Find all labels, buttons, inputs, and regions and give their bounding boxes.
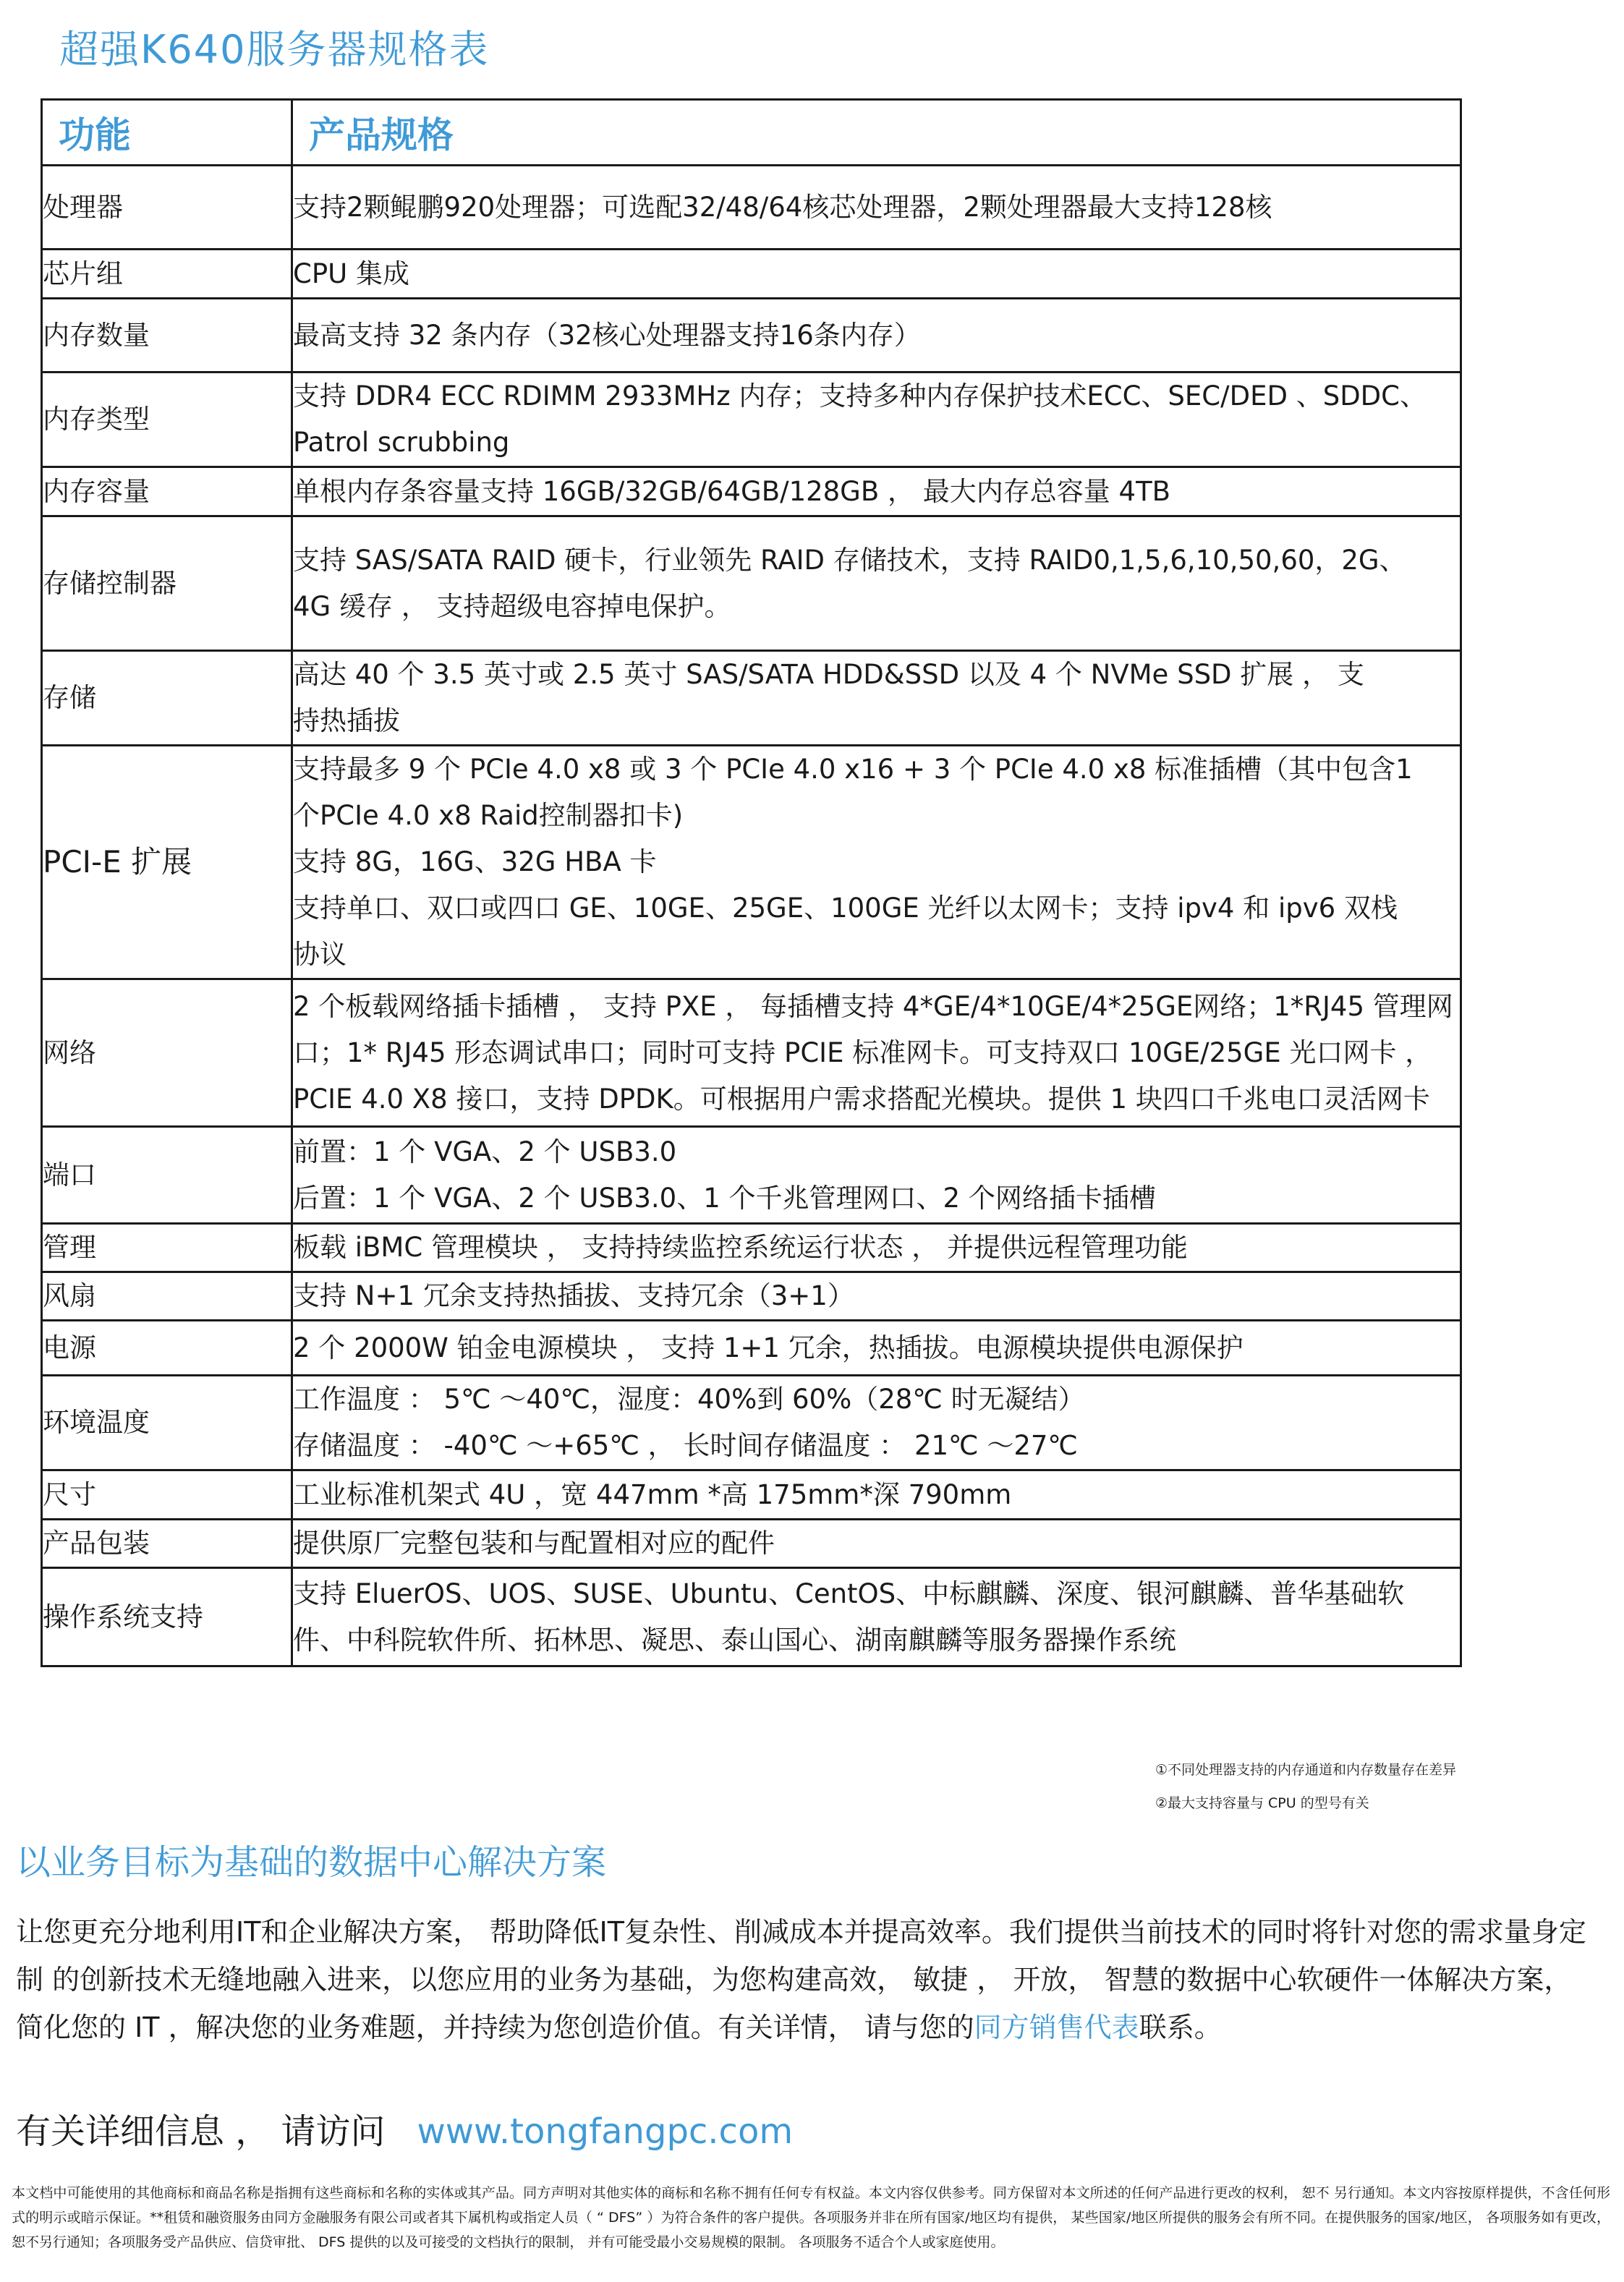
spec-table <box>41 98 1462 1667</box>
table-row <box>42 1470 1461 1520</box>
spec-cell <box>292 1470 1461 1520</box>
spec-line: 支持最多 9 个 PCIe 4.0 x8 或 3 个 PCIe 4.0 x16 + 3 个 PCIe 4.0 x8 标准插槽（其中包含1 <box>293 754 1413 785</box>
paragraph-text: 让您更充分地利用IT和企业解决方案， 帮助降低IT复杂性、削减成本并提高效率。我们提供当前技术的同时将针对您的需求量身定制 的创新技术无缝地融入进来，以您应用的业务为基础，为您构建高效， 敏捷 ， 开放， 智慧的数据中心软硬件一体解决方案， 简化您的 IT ，解决您的业务难题，并持续为您创造价值。有关详情， 请与您的 <box>16 1916 1586 2043</box>
spec-line: 工作温度 ： 5℃ ～40℃，湿度：40%到 60%（28℃ 时无凝结） <box>293 1384 1085 1415</box>
spec-line: 后置：1 个 VGA、2 个 USB3.0、1 个千兆管理网口、2 个网络插卡插槽 <box>293 1182 1156 1214</box>
spec-line: 个PCIe 4.0 x8 Raid控制器扣卡) <box>293 800 684 831</box>
spec-line: 前置：1 个 VGA、2 个 USB3.0 <box>293 1136 677 1167</box>
footnote: ②最大支持容量与 CPU 的型号有关 <box>1155 1795 1369 1811</box>
function-cell: 存储控制器 <box>42 516 292 651</box>
spec-cell <box>292 1376 1461 1470</box>
spec-cell <box>292 746 1461 979</box>
spec-cell <box>292 1321 1461 1376</box>
table-header-spec: 产品规格 <box>292 100 1461 166</box>
disclaimer: 本文档中可能使用的其他商标和商品名称是指拥有这些商标和名称的实体或其产品。同方声明对其他实体的商标和名称不拥有任何专有权益。本文内容仅供参考。同方保留对本文所述的任何产品进行更改的权利， 恕不 另行通知。本文内容按原样提供，不含任何形式的明示或暗示保证。**租赁和融资服务由同方金融服务有限公司或者其下属机构或指定人员（ “ DFS” ）为符合条件的客户提供。各项服务并非在所有国家/地区均有提供， 某些国家/地区所提供的服务会有所不同。在提供服务的国家/地区， 各项服务如有更改， 恕不另行通知；各项服务受产品供应、信贷审批、 DFS 提供的以及可接受的文档执行的限制， 并有可能受最小交易规模的限制。 各项服务不适合个人或家庭使用。 <box>12 2185 1610 2250</box>
table-row <box>42 299 1461 372</box>
spec-cell <box>292 166 1461 250</box>
spec-line: 高达 40 个 3.5 英寸或 2.5 英寸 SAS/SATA HDD&SSD 以及 4 个 NVMe SSD 扩展 ， 支 <box>293 659 1364 690</box>
paragraph-text-end: 联系。 <box>1139 2011 1222 2043</box>
spec-line: 支持2颗鲲鹏920处理器；可选配32/48/64核芯处理器，2颗处理器最大支持128核 <box>293 191 1272 223</box>
table-row <box>42 250 1461 299</box>
spec-line: 存储温度 ： -40℃ ～+65℃ ， 长时间存储温度 ： 21℃ ～27℃ <box>293 1430 1078 1461</box>
function-cell: 尺寸 <box>42 1470 292 1520</box>
function-cell: PCI-E 扩展 <box>42 746 292 979</box>
function-cell: 存储 <box>42 651 292 746</box>
table-header-row <box>42 100 1461 166</box>
spec-cell <box>292 1568 1461 1666</box>
table-row <box>42 979 1461 1127</box>
spec-line: CPU 集成 <box>293 257 409 289</box>
spec-cell <box>292 1224 1461 1272</box>
section-paragraph <box>16 1908 1607 2051</box>
function-cell: 芯片组 <box>42 250 292 299</box>
spec-line: 2 个板载网络插卡插槽 ， 支持 PXE ， 每插槽支持 4*GE/4*10GE/4*25GE网络；1*RJ45 管理网 <box>293 990 1453 1022</box>
footnote: ①不同处理器支持的内存通道和内存数量存在差异 <box>1155 1762 1456 1778</box>
function-cell: 产品包装 <box>42 1520 292 1568</box>
spec-cell <box>292 651 1461 746</box>
table-row <box>42 1321 1461 1376</box>
spec-line: 协议 <box>293 939 347 970</box>
function-cell: 风扇 <box>42 1272 292 1321</box>
function-cell: 端口 <box>42 1127 292 1224</box>
table-row <box>42 467 1461 516</box>
spec-table-body <box>42 166 1461 1666</box>
table-row <box>42 1272 1461 1321</box>
spec-line: 支持 EluerOS、UOS、SUSE、Ubuntu、CentOS、中标麒麟、深度、银河麒麟、普华基础软 <box>293 1578 1405 1609</box>
spec-line: 板载 iBMC 管理模块 ， 支持持续监控系统运行状态 ， 并提供远程管理功能 <box>293 1232 1188 1263</box>
spec-line: 单根内存条容量支持 16GB/32GB/64GB/128GB ， 最大内存总容量 4TB <box>293 475 1171 507</box>
table-header-function: 功能 <box>42 100 292 166</box>
spec-cell <box>292 372 1461 467</box>
function-cell: 网络 <box>42 979 292 1127</box>
website-link[interactable]: www.tongfangpc.com <box>417 2111 794 2152</box>
spec-cell <box>292 1127 1461 1224</box>
spec-line: 口；1* RJ45 形态调试串口；同时可支持 PCIE 标准网卡。可支持双口 10GE/25GE 光口网卡 ， <box>293 1036 1432 1068</box>
spec-cell <box>292 1520 1461 1568</box>
sales-rep-link[interactable]: 同方销售代表 <box>974 2011 1139 2043</box>
spec-line: 支持 N+1 冗余支持热插拔、支持冗余（3+1） <box>293 1280 854 1311</box>
contact-label: 有关详细信息 ， 请访问 <box>16 2111 386 2152</box>
spec-cell <box>292 250 1461 299</box>
document-title: 超强K640服务器规格表 <box>59 27 490 72</box>
function-cell: 管理 <box>42 1224 292 1272</box>
spec-cell <box>292 516 1461 651</box>
table-row <box>42 746 1461 979</box>
footnotes <box>1155 1753 1456 1820</box>
spec-cell <box>292 467 1461 516</box>
table-row <box>42 1520 1461 1568</box>
function-cell: 内存数量 <box>42 299 292 372</box>
spec-cell <box>292 299 1461 372</box>
section-heading: 以业务目标为基础的数据中心解决方案 <box>16 1842 607 1883</box>
spec-line: 工业标准机架式 4U ，宽 447mm *高 175mm*深 790mm <box>293 1478 1012 1510</box>
spec-line: 支持 8G，16G、32G HBA 卡 <box>293 846 657 877</box>
spec-line: 支持 DDR4 ECC RDIMM 2933MHz 内存；支持多种内存保护技术ECC、SEC/DED 、SDDC、 <box>293 380 1427 412</box>
contact-line <box>16 2103 793 2153</box>
table-row <box>42 1376 1461 1470</box>
function-cell: 处理器 <box>42 166 292 250</box>
function-cell: 环境温度 <box>42 1376 292 1470</box>
spec-line: Patrol scrubbing <box>293 427 510 458</box>
spec-line: 4G 缓存 ， 支持超级电容掉电保护。 <box>293 590 731 622</box>
spec-line: 持热插拔 <box>293 705 400 736</box>
table-row <box>42 1127 1461 1224</box>
table-row <box>42 651 1461 746</box>
table-row <box>42 166 1461 250</box>
table-row <box>42 516 1461 651</box>
spec-line: 件、中科院软件所、拓林思、凝思、泰山国心、湖南麒麟等服务器操作系统 <box>293 1624 1176 1656</box>
spec-line: 支持 SAS/SATA RAID 硬卡，行业领先 RAID 存储技术，支持 RAID0,1,5,6,10,50,60，2G、 <box>293 544 1406 576</box>
function-cell: 电源 <box>42 1321 292 1376</box>
table-row <box>42 1224 1461 1272</box>
table-row <box>42 372 1461 467</box>
spec-line: 2 个 2000W 铂金电源模块 ， 支持 1+1 冗余，热插拔。电源模块提供电源保护 <box>293 1332 1243 1363</box>
function-cell: 内存类型 <box>42 372 292 467</box>
function-cell: 操作系统支持 <box>42 1568 292 1666</box>
spec-line: 支持单口、双口或四口 GE、10GE、25GE、100GE 光纤以太网卡；支持 ipv4 和 ipv6 双栈 <box>293 893 1398 924</box>
spec-cell <box>292 979 1461 1127</box>
spec-line: 提供原厂完整包装和与配置相对应的配件 <box>293 1528 775 1559</box>
function-cell: 内存容量 <box>42 467 292 516</box>
table-row <box>42 1568 1461 1666</box>
spec-line: 最高支持 32 条内存（32核心处理器支持16条内存） <box>293 319 921 351</box>
spec-cell <box>292 1272 1461 1321</box>
spec-line: PCIE 4.0 X8 接口，支持 DPDK。可根据用户需求搭配光模块。提供 1 块四口千兆电口灵活网卡 <box>293 1083 1430 1115</box>
